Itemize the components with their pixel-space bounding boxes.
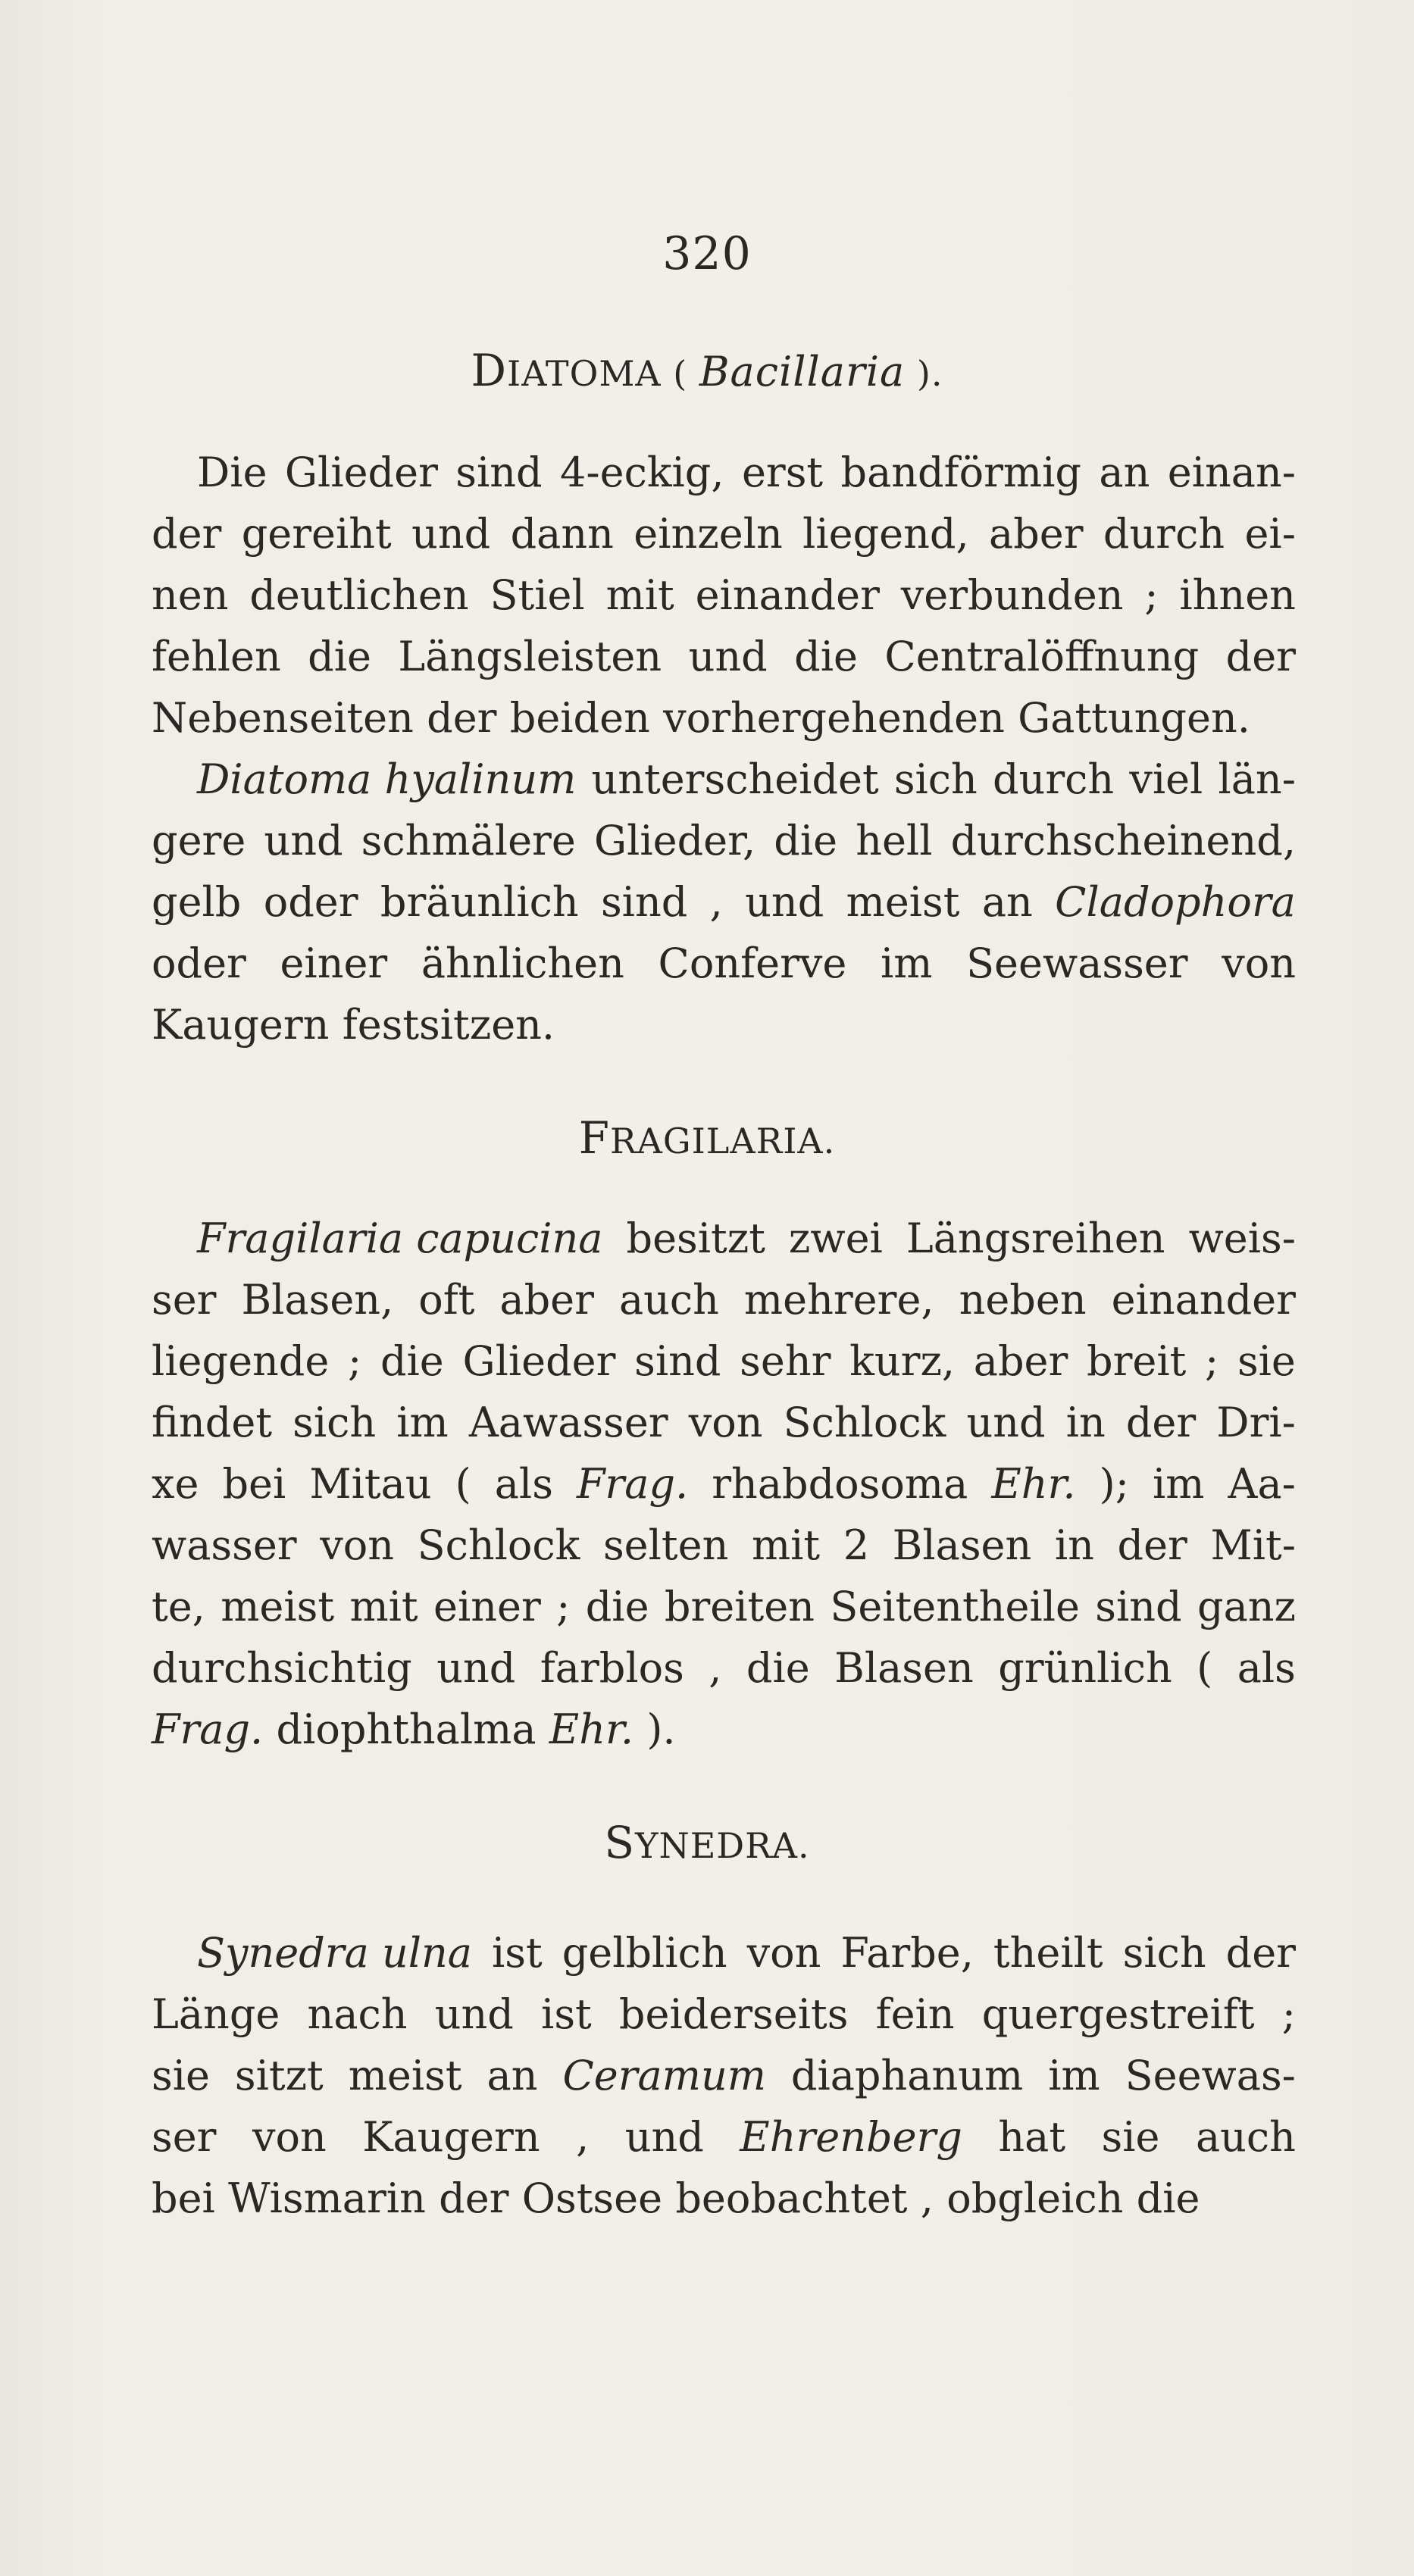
word: Seewasser — [966, 939, 1188, 987]
word: einer — [433, 1583, 541, 1630]
word: Ehr. — [991, 1460, 1076, 1508]
word: ; — [1144, 571, 1159, 619]
word: mit — [349, 1583, 418, 1630]
text-line — [152, 564, 1296, 626]
text-line — [152, 442, 1296, 503]
word: von — [320, 1521, 395, 1569]
word: sehr — [740, 1337, 831, 1385]
word: nach — [307, 1990, 408, 2038]
word: meist — [846, 878, 960, 926]
word: Glieder — [284, 449, 438, 496]
text-line — [152, 2168, 1296, 2229]
word: meist — [221, 1583, 335, 1630]
word: im — [880, 939, 933, 987]
heading-rest: RAGILARIA. — [610, 1121, 836, 1161]
word: Blasen — [892, 1521, 1032, 1569]
word: mit — [751, 1521, 821, 1569]
word: liegend, — [802, 510, 969, 558]
word: breit — [1087, 1337, 1187, 1385]
section-heading-diatoma — [0, 345, 1414, 396]
word: einer — [280, 939, 388, 987]
text-line — [152, 1922, 1296, 1984]
word: oder — [263, 878, 358, 926]
word: bei — [152, 2174, 215, 2222]
word: in — [1065, 1399, 1106, 1446]
paragraph — [152, 442, 1296, 749]
word: festsitzen. — [342, 1001, 555, 1049]
word: die — [774, 817, 838, 864]
text-line — [152, 2106, 1296, 2168]
word: ( — [1197, 1644, 1213, 1692]
word: län- — [1218, 755, 1296, 803]
word: te, — [152, 1583, 205, 1630]
word: nen — [152, 571, 229, 619]
word: Mitau — [309, 1460, 432, 1508]
word: Fragilaria capucina — [197, 1215, 603, 1262]
word: an — [486, 2052, 538, 2099]
word: ganz — [1197, 1583, 1296, 1630]
text-line — [152, 933, 1296, 994]
word: und — [688, 633, 768, 680]
word: von — [688, 1399, 763, 1446]
text-line — [152, 1576, 1296, 1637]
word: farblos — [540, 1644, 684, 1692]
word: kurz, — [849, 1337, 956, 1385]
word: Stiel — [490, 571, 585, 619]
word: Nebenseiten — [152, 694, 414, 742]
word: diaphanum — [790, 2052, 1024, 2099]
word: und — [434, 1990, 514, 2038]
word: bei — [222, 1460, 286, 1508]
word: auch — [618, 1276, 719, 1324]
word: Farbe, — [840, 1929, 974, 1977]
word: ist — [492, 1929, 543, 1977]
text-line — [152, 1453, 1296, 1515]
word: von — [1222, 939, 1296, 987]
word: Kaugern — [362, 2113, 540, 2161]
word: quergestreift — [981, 1990, 1255, 2038]
word: , — [709, 878, 723, 926]
word: Conferve — [658, 939, 847, 987]
word: Dri- — [1216, 1399, 1296, 1446]
word: beiden — [509, 694, 650, 742]
word: 4-eckig, — [560, 449, 724, 496]
word: unterscheidet — [591, 755, 879, 803]
word: und — [264, 817, 343, 864]
word: der — [1125, 1399, 1197, 1446]
word: Blasen, — [241, 1276, 394, 1324]
word: Ceramum — [562, 2052, 766, 2099]
word: theilt — [993, 1929, 1103, 1977]
word: aber — [499, 1276, 594, 1324]
word: gere — [152, 817, 246, 864]
word: die — [1136, 2174, 1200, 2222]
word: der — [1225, 1929, 1296, 1977]
word: vorhergehenden — [663, 694, 1005, 742]
word: rhabdosoma — [712, 1460, 968, 1508]
word: Wismarin — [228, 2174, 426, 2222]
word: Synedra ulna — [197, 1929, 472, 1977]
word: erst — [741, 449, 824, 496]
word: sind — [455, 449, 543, 496]
word: Centralöffnung — [884, 633, 1200, 680]
word: sie — [1101, 2113, 1160, 2161]
text-line — [152, 749, 1296, 810]
word: in — [1054, 1521, 1094, 1569]
word: verbunden — [900, 571, 1124, 619]
word: die — [585, 1583, 649, 1630]
word: einander — [1111, 1276, 1296, 1324]
word: gereiht — [241, 510, 392, 558]
word: einzeln — [633, 510, 783, 558]
word: der — [152, 510, 222, 558]
word: einander — [695, 571, 880, 619]
text-line — [152, 1330, 1296, 1392]
word: der — [1117, 1521, 1187, 1569]
word: ist — [541, 1990, 592, 2038]
word: meist — [348, 2052, 462, 2099]
word: dann — [510, 510, 614, 558]
text-line — [152, 687, 1296, 749]
page-number: 320 — [662, 227, 752, 280]
word: der — [1225, 633, 1296, 680]
word: bandförmig — [840, 449, 1081, 496]
paragraph — [152, 1922, 1296, 2229]
word: die — [794, 633, 858, 680]
word: Cladophora — [1055, 878, 1296, 926]
word: ); — [1099, 1460, 1129, 1508]
word: Kaugern — [152, 1001, 330, 1049]
word: Mit- — [1210, 1521, 1296, 1569]
word: und — [624, 2113, 704, 2161]
word: ser — [152, 1276, 217, 1324]
word: Ehr. — [549, 1705, 634, 1753]
word: ei- — [1244, 510, 1296, 558]
word: aber — [989, 510, 1084, 558]
word: besitzt — [626, 1215, 765, 1262]
word: die — [746, 1644, 810, 1692]
word: sind — [634, 1337, 721, 1385]
heading-rest: YNEDRA. — [635, 1825, 810, 1866]
word: im — [396, 1399, 449, 1446]
text-line — [152, 626, 1296, 687]
word: sie — [1237, 1337, 1296, 1385]
text-line — [152, 1392, 1296, 1453]
word: durchsichtig — [152, 1644, 412, 1692]
word: einan- — [1167, 449, 1296, 496]
text-line — [152, 1208, 1296, 1269]
word: im — [1048, 2052, 1100, 2099]
word: Frag. — [152, 1705, 264, 1753]
text-line — [152, 871, 1296, 933]
word: sich — [1122, 1929, 1206, 1977]
word: Frag. — [576, 1460, 689, 1508]
word: , — [920, 2174, 934, 2222]
word: selten — [602, 1521, 729, 1569]
word: auch — [1195, 2113, 1296, 2161]
word: oft — [418, 1276, 475, 1324]
word: diophthalma — [276, 1705, 537, 1753]
section-heading-synedra — [0, 1817, 1414, 1868]
word: Diatoma hyalinum — [197, 755, 577, 803]
word: und — [966, 1399, 1046, 1446]
word: mit — [605, 571, 674, 619]
word: ; — [1281, 1990, 1296, 2038]
word: beobachtet — [675, 2174, 908, 2222]
word: zwei — [788, 1215, 883, 1262]
word: ; — [556, 1583, 571, 1630]
word: Schlock — [783, 1399, 946, 1446]
word: hell — [856, 817, 933, 864]
word: , — [576, 2113, 590, 2161]
word: ihnen — [1179, 571, 1296, 619]
section-heading-fragilaria — [0, 1112, 1414, 1164]
word: bräunlich — [380, 878, 579, 926]
word: sitzt — [234, 2052, 324, 2099]
word: Längsreihen — [906, 1215, 1165, 1262]
word: deutlichen — [249, 571, 469, 619]
word: fein — [875, 1990, 955, 2038]
word: durch — [992, 755, 1115, 803]
heading-italic: Bacillaria — [699, 348, 906, 395]
word: oder — [152, 939, 246, 987]
word: grünlich — [998, 1644, 1172, 1692]
word: Glieder — [462, 1337, 616, 1385]
word: aber — [973, 1337, 1068, 1385]
text-line — [152, 1984, 1296, 2045]
word: beiderseits — [618, 1990, 849, 2038]
paragraph — [152, 1208, 1296, 1760]
word: ). — [646, 1705, 676, 1753]
word: , — [709, 1644, 722, 1692]
word: Längsleisten — [398, 633, 662, 680]
word: Aa- — [1228, 1460, 1296, 1508]
word: im — [1152, 1460, 1205, 1508]
heading-initial: F — [578, 1112, 611, 1164]
text-line — [152, 994, 1296, 1055]
word: Glieder, — [593, 817, 756, 864]
word: durchscheinend, — [950, 817, 1296, 864]
heading-initial: S — [604, 1817, 636, 1868]
word: ; — [1205, 1337, 1219, 1385]
word: sich — [292, 1399, 377, 1446]
word: Länge — [152, 1990, 280, 2038]
paragraph — [152, 749, 1296, 1055]
word: schmälere — [361, 817, 576, 864]
word: fehlen — [152, 633, 281, 680]
word: weis- — [1188, 1215, 1296, 1262]
text-line — [152, 503, 1296, 564]
word: liegende — [152, 1337, 330, 1385]
word: von — [252, 2113, 327, 2161]
word: als — [494, 1460, 553, 1508]
word: findet — [152, 1399, 273, 1446]
heading-initial: D — [471, 345, 508, 396]
text-line — [152, 1637, 1296, 1699]
word: der — [439, 2174, 509, 2222]
word: als — [1237, 1644, 1296, 1692]
word: sie — [152, 2052, 210, 2099]
word: gelblich — [562, 1929, 727, 1977]
text-line — [152, 1269, 1296, 1330]
word: breiten — [664, 1583, 815, 1630]
word: Die — [197, 449, 267, 496]
text-line — [152, 1699, 1296, 1760]
word: Ostsee — [521, 2174, 663, 2222]
word: hat — [998, 2113, 1066, 2161]
word: und — [411, 510, 491, 558]
word: 2 — [843, 1521, 870, 1569]
text-line — [152, 1515, 1296, 1576]
word: an — [1099, 449, 1150, 496]
word: durch — [1103, 510, 1225, 558]
word: gelb — [152, 878, 242, 926]
word: sind — [1095, 1583, 1182, 1630]
word: ähnlichen — [421, 939, 624, 987]
heading-rest: IATOMA — [507, 353, 662, 394]
word: Aawasser — [468, 1399, 668, 1446]
word: an — [981, 878, 1033, 926]
word: Schlock — [417, 1521, 580, 1569]
word: obgleich — [946, 2174, 1124, 2222]
word: die — [380, 1337, 444, 1385]
word: Blasen — [834, 1644, 974, 1692]
word: ; — [348, 1337, 362, 1385]
word: Ehrenberg — [740, 2113, 962, 2161]
word: wasser — [152, 1521, 297, 1569]
word: sich — [893, 755, 978, 803]
word: ser — [152, 2113, 217, 2161]
word: neben — [959, 1276, 1087, 1324]
word: xe — [152, 1460, 199, 1508]
word: die — [308, 633, 371, 680]
heading-close: ). — [905, 353, 943, 394]
word: und — [745, 878, 824, 926]
word: viel — [1129, 755, 1203, 803]
word: von — [746, 1929, 821, 1977]
word: Gattungen. — [1018, 694, 1250, 742]
heading-open: ( — [661, 353, 699, 394]
word: Seitentheile — [830, 1583, 1080, 1630]
word: mehrere, — [743, 1276, 934, 1324]
text-line — [152, 2045, 1296, 2106]
word: ( — [455, 1460, 471, 1508]
word: Seewas- — [1125, 2052, 1296, 2099]
word: und — [436, 1644, 516, 1692]
word: sind — [600, 878, 688, 926]
word: der — [427, 694, 497, 742]
text-line — [152, 810, 1296, 871]
